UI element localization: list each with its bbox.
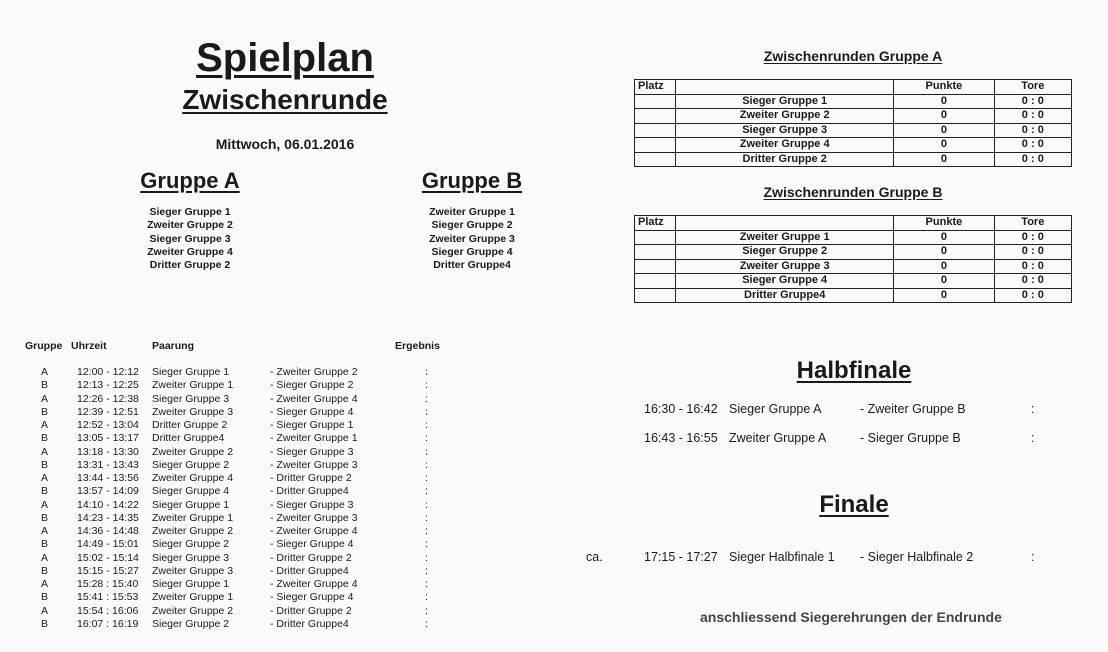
match-result: : bbox=[425, 551, 428, 564]
match-row bbox=[0, 419, 460, 432]
group-a-team: Sieger Gruppe 3 bbox=[149, 232, 231, 245]
table-row bbox=[635, 109, 1072, 124]
match-home: Zweiter Gruppe 3 bbox=[152, 405, 234, 418]
standings-b-table bbox=[634, 215, 1072, 303]
goals-cell: 0 : 0 bbox=[994, 94, 1071, 109]
group-b-heading: Gruppe B bbox=[421, 168, 523, 193]
table-header-row bbox=[635, 216, 1072, 231]
match-result: : bbox=[425, 538, 428, 551]
match-home: Zweiter Gruppe 1 bbox=[152, 591, 234, 604]
match-result: : bbox=[425, 564, 428, 577]
match-result: : bbox=[425, 379, 428, 392]
place-cell bbox=[635, 94, 676, 109]
match-row bbox=[0, 618, 460, 631]
match-time: 15:54 : 16:06 bbox=[77, 604, 139, 617]
match-result: : bbox=[425, 498, 428, 511]
match-group: B bbox=[41, 564, 49, 577]
group-a-team: Zweiter Gruppe 2 bbox=[147, 219, 233, 232]
match-time: 13:44 - 13:56 bbox=[77, 472, 139, 484]
match-time: 13:18 - 13:30 bbox=[77, 445, 139, 458]
table-row bbox=[635, 230, 1072, 245]
match-away: - Sieger Gruppe 4 bbox=[270, 405, 354, 418]
schedule-header-time: Uhrzeit bbox=[71, 340, 107, 352]
match-home: Zweiter Gruppe 2 bbox=[152, 604, 234, 617]
standings-a-title: Zwischenrunden Gruppe A bbox=[763, 48, 943, 64]
match-row bbox=[0, 432, 460, 445]
match-away: - Sieger Gruppe 3 bbox=[270, 498, 354, 511]
match-result: : bbox=[425, 511, 428, 524]
match-home: Sieger Gruppe 2 bbox=[152, 458, 230, 471]
points-cell: 0 bbox=[894, 123, 994, 138]
table-row bbox=[635, 138, 1072, 153]
match-home: Zweiter Gruppe 3 bbox=[152, 564, 234, 577]
match-away: - Zweiter Gruppe 2 bbox=[270, 366, 358, 378]
match-group: A bbox=[41, 392, 49, 405]
semifinal-2-result: : bbox=[1031, 431, 1035, 445]
match-group: B bbox=[41, 458, 49, 471]
match-result: : bbox=[425, 578, 428, 590]
match-group: B bbox=[41, 538, 49, 551]
goals-cell: 0 : 0 bbox=[994, 123, 1071, 138]
match-home: Sieger Gruppe 3 bbox=[152, 392, 230, 405]
place-cell bbox=[635, 288, 676, 303]
header-points: Punkte bbox=[894, 216, 994, 231]
final-time: 17:15 - 17:27 bbox=[644, 550, 718, 564]
match-group: A bbox=[41, 472, 49, 484]
match-group: A bbox=[41, 498, 49, 511]
points-cell: 0 bbox=[894, 152, 994, 167]
page-title: Spielplan bbox=[196, 36, 374, 80]
match-home: Sieger Gruppe 1 bbox=[152, 366, 230, 378]
match-group: A bbox=[41, 525, 49, 537]
match-time: 12:52 - 13:04 bbox=[77, 419, 139, 431]
semifinal-2-time: 16:43 - 16:55 bbox=[644, 431, 718, 445]
match-away: - Dritter Gruppe4 bbox=[270, 617, 349, 630]
match-group: B bbox=[41, 591, 49, 604]
match-result: : bbox=[425, 472, 428, 484]
table-row bbox=[635, 152, 1072, 167]
match-result: : bbox=[425, 419, 428, 431]
header-team bbox=[676, 80, 894, 95]
match-time: 15:15 - 15:27 bbox=[77, 564, 139, 577]
group-a-team: Dritter Gruppe 2 bbox=[149, 259, 231, 272]
team-cell: Zweiter Gruppe 2 bbox=[676, 109, 894, 124]
table-row bbox=[635, 123, 1072, 138]
semifinal-1-time: 16:30 - 16:42 bbox=[644, 402, 718, 416]
group-a-team: Zweiter Gruppe 4 bbox=[147, 245, 233, 258]
match-group: B bbox=[41, 432, 49, 445]
match-row bbox=[0, 605, 460, 618]
match-group: A bbox=[41, 366, 49, 378]
place-cell bbox=[635, 123, 676, 138]
match-row bbox=[0, 446, 460, 459]
header-goals: Tore bbox=[994, 80, 1071, 95]
team-cell: Zweiter Gruppe 4 bbox=[676, 138, 894, 153]
place-cell bbox=[635, 152, 676, 167]
match-result: : bbox=[425, 445, 428, 458]
match-away: - Zweiter Gruppe 4 bbox=[270, 525, 358, 537]
match-row bbox=[0, 393, 460, 406]
team-cell: Sieger Gruppe 2 bbox=[676, 245, 894, 260]
match-away: - Zweiter Gruppe 4 bbox=[270, 392, 358, 405]
match-row bbox=[0, 538, 460, 551]
points-cell: 0 bbox=[894, 94, 994, 109]
match-away: - Dritter Gruppe4 bbox=[270, 485, 349, 498]
table-row bbox=[635, 245, 1072, 260]
final-prefix: ca. bbox=[586, 550, 603, 564]
team-cell: Sieger Gruppe 3 bbox=[676, 123, 894, 138]
points-cell: 0 bbox=[894, 288, 994, 303]
match-home: Sieger Gruppe 3 bbox=[152, 551, 230, 564]
group-a-team-list bbox=[90, 206, 290, 272]
match-result: : bbox=[425, 525, 428, 537]
team-cell: Sieger Gruppe 1 bbox=[676, 94, 894, 109]
match-group: A bbox=[41, 604, 49, 617]
match-row bbox=[0, 379, 460, 392]
match-result: : bbox=[425, 458, 428, 471]
match-away: - Sieger Gruppe 4 bbox=[270, 538, 354, 551]
final-home: Sieger Halbfinale 1 bbox=[729, 550, 835, 564]
place-cell bbox=[635, 274, 676, 289]
place-cell bbox=[635, 138, 676, 153]
place-cell bbox=[635, 259, 676, 274]
standings-b-title: Zwischenrunden Gruppe B bbox=[763, 184, 943, 200]
match-row bbox=[0, 499, 460, 512]
table-row bbox=[635, 288, 1072, 303]
goals-cell: 0 : 0 bbox=[994, 288, 1071, 303]
match-home: Zweiter Gruppe 4 bbox=[152, 472, 234, 484]
match-away: - Dritter Gruppe 2 bbox=[270, 604, 352, 617]
match-row bbox=[0, 552, 460, 565]
match-time: 12:39 - 12:51 bbox=[77, 405, 139, 418]
group-b-team: Zweiter Gruppe 1 bbox=[429, 206, 515, 218]
match-time: 14:10 - 14:22 bbox=[77, 498, 139, 511]
header-team bbox=[676, 216, 894, 231]
final-result: : bbox=[1031, 550, 1035, 564]
match-group: A bbox=[41, 445, 49, 458]
schedule-header-group: Gruppe bbox=[25, 340, 63, 352]
match-group: B bbox=[41, 379, 49, 392]
match-home: Sieger Gruppe 2 bbox=[152, 538, 230, 551]
group-b-team: Sieger Gruppe 2 bbox=[431, 219, 513, 232]
points-cell: 0 bbox=[894, 274, 994, 289]
schedule-list bbox=[0, 366, 460, 631]
match-away: - Zweiter Gruppe 3 bbox=[270, 458, 358, 471]
match-row bbox=[0, 459, 460, 472]
match-result: : bbox=[425, 432, 428, 445]
place-cell bbox=[635, 230, 676, 245]
table-row bbox=[635, 94, 1072, 109]
match-time: 16:07 : 16:19 bbox=[77, 617, 139, 630]
goals-cell: 0 : 0 bbox=[994, 230, 1071, 245]
final-heading: Finale bbox=[819, 491, 889, 518]
match-result: : bbox=[425, 392, 428, 405]
match-group: A bbox=[41, 419, 49, 431]
match-time: 15:41 : 15:53 bbox=[77, 591, 139, 604]
match-home: Zweiter Gruppe 2 bbox=[152, 445, 234, 458]
match-time: 13:57 - 14:09 bbox=[77, 485, 139, 498]
goals-cell: 0 : 0 bbox=[994, 109, 1071, 124]
schedule-header-pairing: Paarung bbox=[152, 340, 195, 352]
team-cell: Zweiter Gruppe 1 bbox=[676, 230, 894, 245]
match-group: B bbox=[41, 617, 49, 630]
goals-cell: 0 : 0 bbox=[994, 138, 1071, 153]
match-result: : bbox=[425, 617, 428, 630]
schedule-header-result: Ergebnis bbox=[395, 340, 440, 352]
points-cell: 0 bbox=[894, 230, 994, 245]
table-row bbox=[635, 274, 1072, 289]
match-away: - Sieger Gruppe 1 bbox=[270, 419, 354, 431]
match-away: - Zweiter Gruppe 1 bbox=[270, 432, 358, 445]
match-row bbox=[0, 578, 460, 591]
match-away: - Sieger Gruppe 4 bbox=[270, 591, 354, 604]
match-home: Zweiter Gruppe 2 bbox=[152, 525, 234, 537]
event-date: Mittwoch, 06.01.2016 bbox=[215, 136, 355, 152]
group-b-team: Zweiter Gruppe 3 bbox=[429, 232, 515, 245]
semifinal-1-home: Sieger Gruppe A bbox=[729, 402, 822, 416]
points-cell: 0 bbox=[894, 138, 994, 153]
match-home: Sieger Gruppe 2 bbox=[152, 617, 230, 630]
header-place: Platz bbox=[635, 216, 676, 231]
match-time: 14:23 - 14:35 bbox=[77, 511, 139, 524]
points-cell: 0 bbox=[894, 259, 994, 274]
standings-a-table bbox=[634, 79, 1072, 167]
group-a-team: Sieger Gruppe 1 bbox=[149, 206, 231, 218]
match-time: 12:26 - 12:38 bbox=[77, 392, 139, 405]
match-row bbox=[0, 512, 460, 525]
table-header-row bbox=[635, 80, 1072, 95]
goals-cell: 0 : 0 bbox=[994, 245, 1071, 260]
match-time: 15:02 - 15:14 bbox=[77, 551, 139, 564]
match-time: 14:36 - 14:48 bbox=[77, 525, 139, 537]
semifinal-1-away: - Zweiter Gruppe B bbox=[860, 402, 966, 416]
team-cell: Dritter Gruppe 2 bbox=[676, 152, 894, 167]
table-row bbox=[635, 259, 1072, 274]
header-points: Punkte bbox=[894, 80, 994, 95]
footer-note: anschliessend Siegerehrungen der Endrunde bbox=[700, 609, 1002, 625]
place-cell bbox=[635, 245, 676, 260]
team-cell: Zweiter Gruppe 3 bbox=[676, 259, 894, 274]
match-row bbox=[0, 406, 460, 419]
semifinal-2-away: - Sieger Gruppe B bbox=[860, 431, 961, 445]
match-group: A bbox=[41, 578, 49, 590]
group-a-heading: Gruppe A bbox=[140, 168, 240, 193]
match-time: 12:13 - 12:25 bbox=[77, 379, 139, 392]
group-b-team-list bbox=[372, 206, 572, 272]
match-row bbox=[0, 472, 460, 485]
match-result: : bbox=[425, 366, 428, 378]
page-subtitle: Zwischenrunde bbox=[182, 84, 388, 115]
match-away: - Sieger Gruppe 3 bbox=[270, 445, 354, 458]
goals-cell: 0 : 0 bbox=[994, 274, 1071, 289]
match-away: - Sieger Gruppe 2 bbox=[270, 379, 354, 392]
goals-cell: 0 : 0 bbox=[994, 152, 1071, 167]
match-result: : bbox=[425, 485, 428, 498]
match-time: 13:31 - 13:43 bbox=[77, 458, 139, 471]
header-place: Platz bbox=[635, 80, 676, 95]
match-home: Zweiter Gruppe 1 bbox=[152, 379, 234, 392]
match-home: Dritter Gruppe4 bbox=[152, 432, 225, 445]
team-cell: Sieger Gruppe 4 bbox=[676, 274, 894, 289]
match-row bbox=[0, 525, 460, 538]
points-cell: 0 bbox=[894, 109, 994, 124]
match-result: : bbox=[425, 604, 428, 617]
points-cell: 0 bbox=[894, 245, 994, 260]
match-group: B bbox=[41, 511, 49, 524]
semifinal-2-home: Zweiter Gruppe A bbox=[729, 431, 827, 445]
match-away: - Zweiter Gruppe 3 bbox=[270, 511, 358, 524]
match-result: : bbox=[425, 591, 428, 604]
match-time: 12:00 - 12:12 bbox=[77, 366, 139, 378]
header-goals: Tore bbox=[994, 216, 1071, 231]
group-b-team: Sieger Gruppe 4 bbox=[431, 245, 513, 258]
match-row bbox=[0, 591, 460, 604]
semifinal-heading: Halbfinale bbox=[796, 357, 912, 384]
match-time: 15:28 : 15:40 bbox=[77, 578, 139, 590]
match-group: B bbox=[41, 405, 49, 418]
place-cell bbox=[635, 109, 676, 124]
match-home: Sieger Gruppe 1 bbox=[152, 578, 230, 590]
match-home: Dritter Gruppe 2 bbox=[152, 419, 228, 431]
match-home: Sieger Gruppe 4 bbox=[152, 485, 230, 498]
match-time: 13:05 - 13:17 bbox=[77, 432, 139, 445]
match-result: : bbox=[425, 405, 428, 418]
match-home: Zweiter Gruppe 1 bbox=[152, 511, 234, 524]
match-away: - Dritter Gruppe 2 bbox=[270, 472, 352, 484]
match-group: B bbox=[41, 485, 49, 498]
team-cell: Dritter Gruppe4 bbox=[676, 288, 894, 303]
match-away: - Dritter Gruppe4 bbox=[270, 564, 349, 577]
match-home: Sieger Gruppe 1 bbox=[152, 498, 230, 511]
match-away: - Zweiter Gruppe 4 bbox=[270, 578, 358, 590]
goals-cell: 0 : 0 bbox=[994, 259, 1071, 274]
match-away: - Dritter Gruppe 2 bbox=[270, 551, 352, 564]
match-time: 14:49 - 15:01 bbox=[77, 538, 139, 551]
match-row bbox=[0, 565, 460, 578]
match-group: A bbox=[41, 551, 49, 564]
group-b-team: Dritter Gruppe4 bbox=[433, 259, 511, 272]
match-row bbox=[0, 366, 460, 379]
match-row bbox=[0, 485, 460, 498]
semifinal-1-result: : bbox=[1031, 402, 1035, 416]
final-away: - Sieger Halbfinale 2 bbox=[860, 550, 974, 564]
